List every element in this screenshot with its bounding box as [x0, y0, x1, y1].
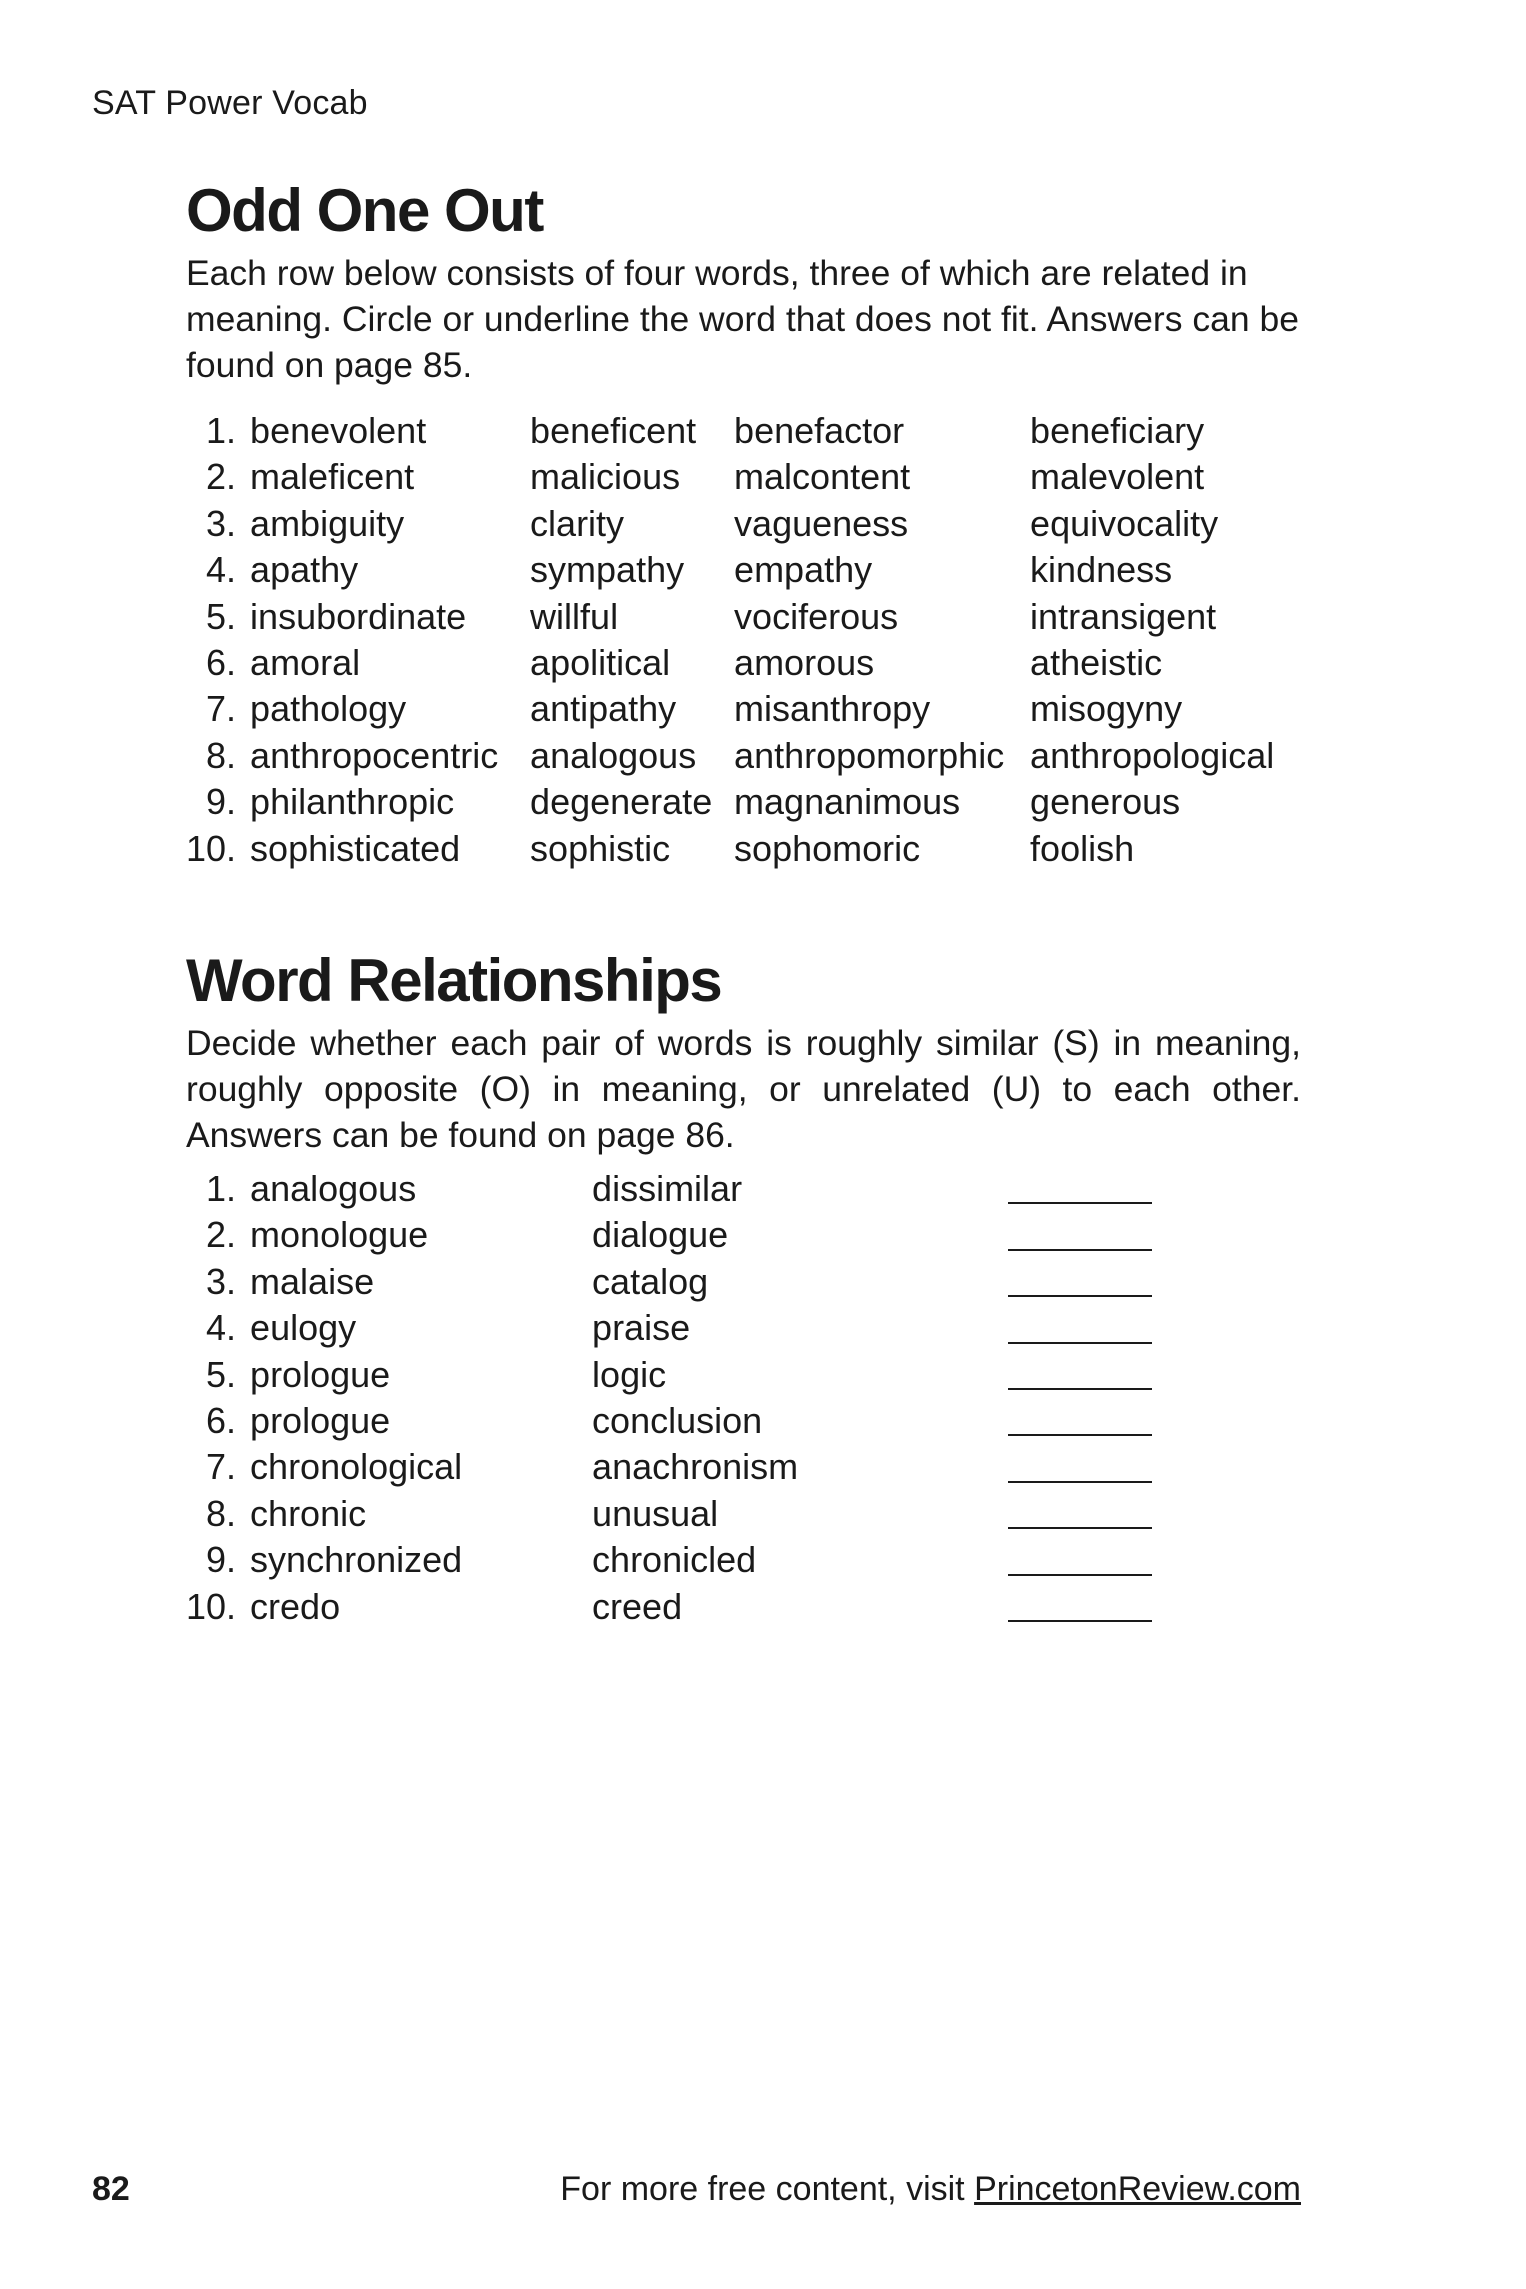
word-choice[interactable]: sophistic — [530, 827, 671, 869]
odd-row — [186, 733, 1300, 779]
word-choice[interactable]: apolitical — [530, 642, 671, 684]
answer-cell — [1008, 1352, 1152, 1398]
word-choice[interactable]: anthropological — [1030, 734, 1275, 776]
first-word: chronological — [250, 1446, 463, 1488]
word-choice[interactable]: sophomoric — [734, 827, 921, 869]
relationship-row — [186, 1166, 1152, 1212]
odd-one-out-section — [186, 176, 1301, 872]
princeton-review-link[interactable]: PrincetonReview.com — [974, 2170, 1301, 2208]
first-word: credo — [250, 1585, 341, 1627]
word-choice[interactable]: intransigent — [1030, 595, 1217, 637]
odd-row — [186, 779, 1300, 825]
word-choice[interactable]: atheistic — [1030, 642, 1163, 684]
answer-blank[interactable] — [1008, 1265, 1152, 1297]
word-choice[interactable]: malevolent — [1030, 456, 1205, 498]
word-choice[interactable]: philanthropic — [250, 781, 455, 823]
second-word: creed — [592, 1585, 683, 1627]
word-choice[interactable]: malicious — [530, 456, 681, 498]
row-number: 7. — [206, 1446, 237, 1488]
row-number: 10. — [186, 827, 237, 869]
second-word: conclusion — [592, 1400, 763, 1442]
second-word: unusual — [592, 1492, 719, 1534]
word-relationships-section — [186, 946, 1301, 1630]
row-number: 1. — [206, 1168, 237, 1209]
row-number: 2. — [206, 456, 237, 498]
word-choice[interactable]: vociferous — [734, 595, 899, 637]
row-number: 8. — [206, 734, 237, 776]
row-number: 5. — [206, 595, 237, 637]
answer-cell — [1008, 1305, 1152, 1351]
second-word: catalog — [592, 1260, 709, 1302]
word-choice[interactable]: degenerate — [530, 781, 713, 823]
word-choice[interactable]: kindness — [1030, 549, 1173, 591]
relationship-row — [186, 1491, 1152, 1537]
word-choice[interactable]: maleficent — [250, 456, 415, 498]
second-word: anachronism — [592, 1446, 799, 1488]
row-number: 6. — [206, 1400, 237, 1442]
answer-blank[interactable] — [1008, 1358, 1152, 1390]
word-choice[interactable]: amoral — [250, 642, 361, 684]
first-word: chronic — [250, 1492, 367, 1534]
word-choice[interactable]: clarity — [530, 502, 625, 544]
answer-blank[interactable] — [1008, 1404, 1152, 1436]
answer-cell — [1008, 1491, 1152, 1537]
answer-blank[interactable] — [1008, 1544, 1152, 1576]
row-number: 2. — [206, 1214, 237, 1256]
relationship-row — [186, 1305, 1152, 1351]
odd-row — [186, 686, 1300, 732]
answer-cell — [1008, 1212, 1152, 1258]
word-choice[interactable]: ambiguity — [250, 502, 405, 544]
word-choice[interactable]: amorous — [734, 642, 875, 684]
row-number: 4. — [206, 1307, 237, 1349]
word-choice[interactable]: empathy — [734, 549, 873, 591]
row-number: 9. — [206, 1539, 237, 1581]
word-choice[interactable]: antipathy — [530, 688, 677, 730]
first-word: synchronized — [250, 1539, 463, 1581]
odd-one-out-title: Odd One Out — [186, 177, 543, 244]
answer-cell — [1008, 1398, 1152, 1444]
row-number: 10. — [186, 1585, 237, 1627]
word-choice[interactable]: anthropocentric — [250, 734, 499, 776]
word-choice[interactable]: vagueness — [734, 502, 909, 544]
relationship-row — [186, 1537, 1152, 1583]
word-choice[interactable]: foolish — [1030, 827, 1135, 869]
first-word: monologue — [250, 1214, 429, 1256]
answer-blank[interactable] — [1008, 1172, 1152, 1204]
odd-one-out-table — [186, 408, 1300, 872]
row-number: 7. — [206, 688, 237, 730]
answer-cell — [1008, 1584, 1152, 1630]
word-choice[interactable]: malcontent — [734, 456, 911, 498]
row-number: 8. — [206, 1492, 237, 1534]
word-relationships-table — [186, 1166, 1152, 1630]
odd-row — [186, 547, 1300, 593]
odd-row — [186, 594, 1300, 640]
word-choice[interactable]: sympathy — [530, 549, 685, 591]
odd-row — [186, 826, 1300, 872]
page-number: 82 — [92, 2170, 130, 2208]
answer-blank[interactable] — [1008, 1590, 1152, 1622]
word-relationships-instructions: Decide whether each pair of words is roughly similar (S) in meaning, roughly opposite (O) in meaning, or unrelated (U) to each other. Answers can be found on page 86. — [186, 1023, 1301, 1155]
relationship-row — [186, 1398, 1152, 1444]
row-number: 6. — [206, 642, 237, 684]
word-choice[interactable]: insubordinate — [250, 595, 467, 637]
answer-blank[interactable] — [1008, 1497, 1152, 1529]
odd-row — [186, 454, 1300, 500]
word-choice[interactable]: beneficent — [530, 410, 697, 451]
word-choice[interactable]: misanthropy — [734, 688, 931, 730]
relationship-row — [186, 1259, 1152, 1305]
odd-row — [186, 640, 1300, 686]
answer-cell — [1008, 1444, 1152, 1490]
word-choice[interactable]: benefactor — [734, 410, 905, 451]
relationship-row — [186, 1584, 1152, 1630]
first-word: analogous — [250, 1168, 417, 1209]
word-choice[interactable]: anthropomorphic — [734, 734, 1005, 776]
second-word: dissimilar — [592, 1168, 743, 1209]
answer-cell — [1008, 1259, 1152, 1305]
relationship-row — [186, 1444, 1152, 1490]
first-word: prologue — [250, 1353, 391, 1395]
second-word: logic — [592, 1353, 667, 1395]
footer-prompt: For more free content, visit — [560, 2170, 975, 2208]
word-choice[interactable]: willful — [530, 595, 619, 637]
word-choice[interactable]: generous — [1030, 781, 1181, 823]
answer-cell — [1008, 1537, 1152, 1583]
answer-blank[interactable] — [1008, 1451, 1152, 1483]
word-choice[interactable]: analogous — [530, 734, 697, 776]
answer-blank[interactable] — [1008, 1312, 1152, 1344]
row-number: 9. — [206, 781, 237, 823]
word-choice[interactable]: beneficiary — [1030, 410, 1205, 451]
row-number: 3. — [206, 1260, 237, 1302]
word-choice[interactable]: benevolent — [250, 410, 427, 451]
row-number: 5. — [206, 1353, 237, 1395]
word-choice[interactable]: apathy — [250, 549, 359, 591]
word-choice[interactable]: equivocality — [1030, 502, 1219, 544]
word-choice[interactable]: magnanimous — [734, 781, 961, 823]
first-word: malaise — [250, 1260, 375, 1302]
second-word: chronicled — [592, 1539, 757, 1581]
first-word: prologue — [250, 1400, 391, 1442]
second-word: praise — [592, 1307, 691, 1349]
running-head: SAT Power Vocab — [92, 84, 368, 122]
word-choice[interactable]: sophisticated — [250, 827, 461, 869]
footer-text — [560, 2170, 1301, 2209]
odd-row — [186, 408, 1300, 454]
second-word: dialogue — [592, 1214, 729, 1256]
relationship-row — [186, 1352, 1152, 1398]
answer-blank[interactable] — [1008, 1219, 1152, 1251]
row-number: 3. — [206, 502, 237, 544]
row-number: 4. — [206, 549, 237, 591]
relationship-row — [186, 1212, 1152, 1258]
first-word: eulogy — [250, 1307, 357, 1349]
word-choice[interactable]: pathology — [250, 688, 407, 730]
word-choice[interactable]: misogyny — [1030, 688, 1183, 730]
answer-cell — [1008, 1166, 1152, 1212]
odd-one-out-instructions: Each row below consists of four words, three of which are related in meaning. Circle or underline the word that does not fit. Answers can be found on page 85. — [186, 253, 1299, 385]
row-number: 1. — [206, 410, 237, 451]
word-relationships-title: Word Relationships — [186, 947, 722, 1014]
odd-row — [186, 501, 1300, 547]
